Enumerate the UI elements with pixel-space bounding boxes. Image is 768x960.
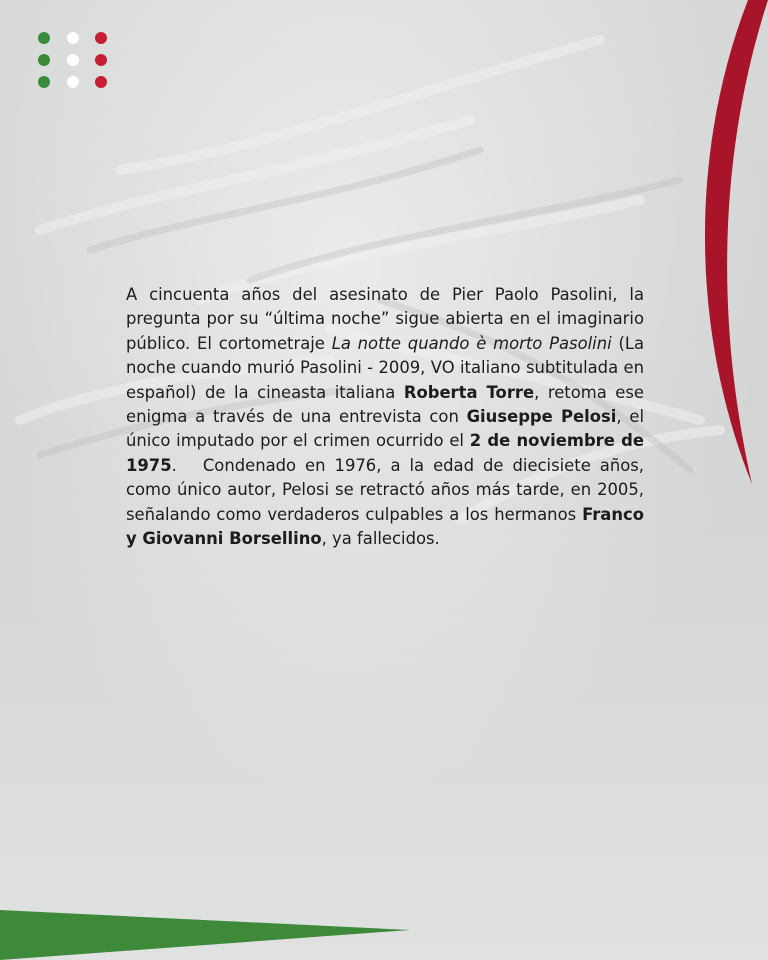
culprits-names: Franco y Giovanni Borsellino: [126, 504, 644, 549]
text-segment: , el único imputado por el crimen ocurrido el: [126, 407, 644, 451]
text-segment: A cincuenta años del asesinato de Pier Paolo Pasolini, la pregunta por su “última noche” sigue abierta en el imaginario público. El cortometraje: [126, 285, 644, 353]
text-segment: .: [171, 455, 177, 475]
crime-date: 2 de noviembre de 1975: [126, 431, 644, 475]
white-dot: [67, 54, 79, 66]
article-paragraph: [126, 283, 644, 551]
tricolor-dots-logo: [38, 32, 113, 92]
director-name: Roberta Torre: [403, 382, 535, 402]
text-segment: , ya fallecidos.: [321, 529, 440, 549]
interviewee-name: Giuseppe Pelosi: [466, 407, 617, 427]
green-dot: [38, 54, 50, 66]
green-dot: [38, 76, 50, 88]
white-dot: [67, 76, 79, 88]
red-dot: [95, 76, 107, 88]
red-dot: [95, 32, 107, 44]
text-segment: Condenado en 1976, a la edad de diecisiete años, como único autor, Pelosi se retractó años más tarde, en 2005, señalando como verdaderos culpables a los hermanos: [126, 455, 644, 524]
text-segment: (La noche cuando murió Pasolini - 2009, VO italiano subtitulada en español) de la cineasta italiana: [126, 333, 645, 402]
film-title: La notte quando è morto Pasolini: [331, 333, 612, 353]
text-segment: , retoma ese enigma a través de una entrevista con: [126, 382, 644, 427]
green-dot: [38, 32, 50, 44]
white-dot: [67, 32, 79, 44]
red-dot: [95, 54, 107, 66]
